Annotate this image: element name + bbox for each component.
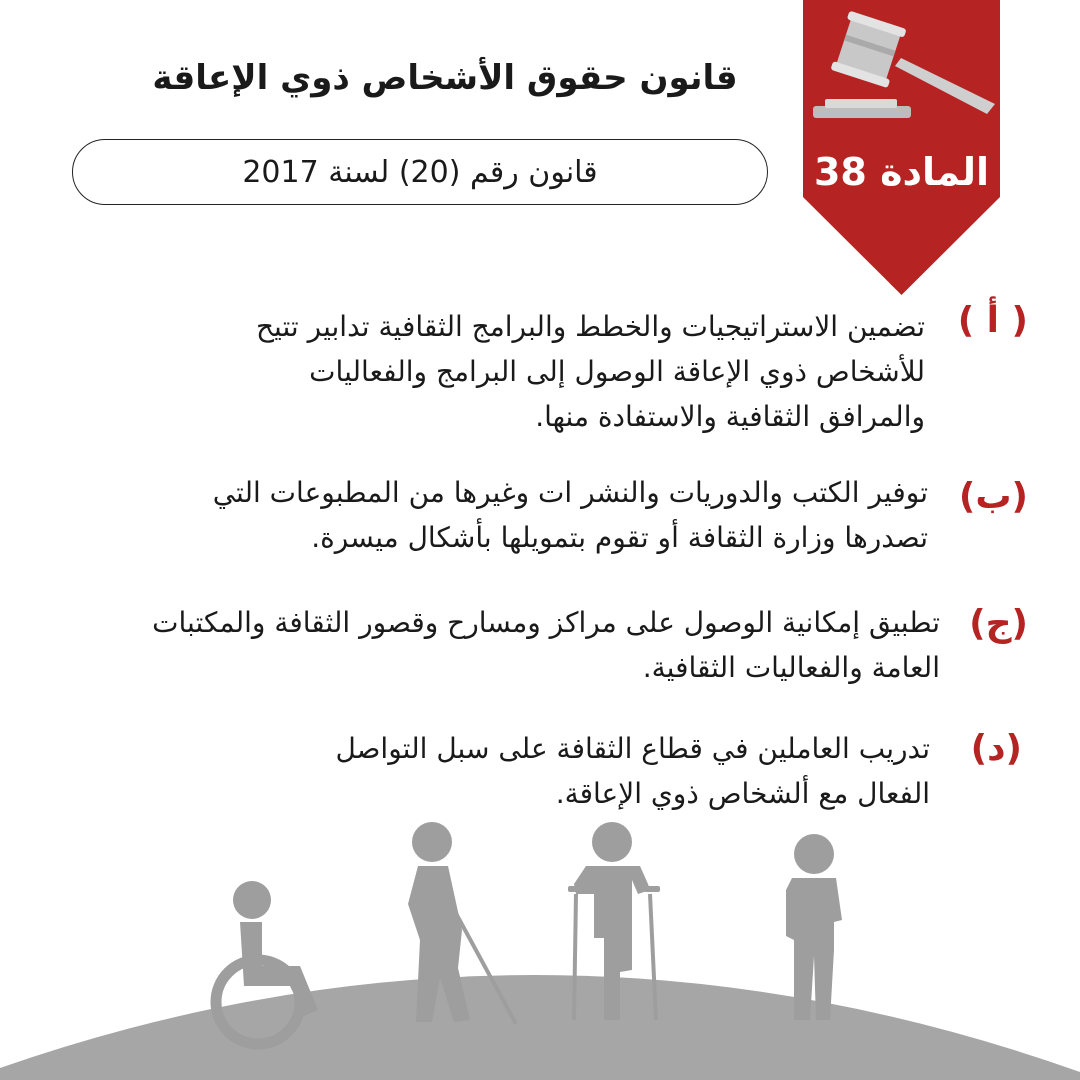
banner-shape — [803, 0, 1000, 295]
article-number-label: المادة 38 — [813, 150, 990, 194]
item-b-text: توفير الكتب والدوريات والنشر ات وغيرها من المطبوعات التي تصدرها وزارة الثقافة أو تقوم بتمويلها بأشكال ميسرة. — [212, 476, 928, 554]
item-d-text: تدريب العاملين في قطاع الثقافة على سبل التواصل الفعال مع ألشخاص ذوي الإعاقة. — [335, 732, 930, 810]
article-banner — [803, 0, 1000, 295]
law-number-text: قانون رقم (20) لسنة 2017 — [242, 154, 598, 190]
page-title: قانون حقوق الأشخاص ذوي الإعاقة — [152, 58, 738, 98]
item-c-text: تطبيق إمكانية الوصول على مراكز ومسارح وقصور الثقافة والمكتبات العامة والفعاليات الثقافية. — [152, 606, 940, 684]
item-a-marker: ( أ ) — [957, 300, 1028, 341]
blind-person-with-cane-icon — [408, 822, 516, 1024]
law-number-pill — [72, 139, 768, 205]
item-c-marker: (ج) — [969, 603, 1028, 644]
disability-illustration — [0, 820, 1080, 1080]
item-a-text: تضمين الاستراتيجيات والخطط والبرامج الثقافية تدابير تتيح للأشخاص ذوي الإعاقة الوصول إلى البرامج والفعاليات والمرافق الثقافية والاستفادة منها. — [255, 310, 925, 433]
item-b-marker: (ب) — [958, 476, 1028, 517]
hill-ground — [0, 975, 1080, 1080]
item-d-marker: (د) — [970, 728, 1022, 769]
arm-amputee-icon — [786, 834, 842, 1020]
